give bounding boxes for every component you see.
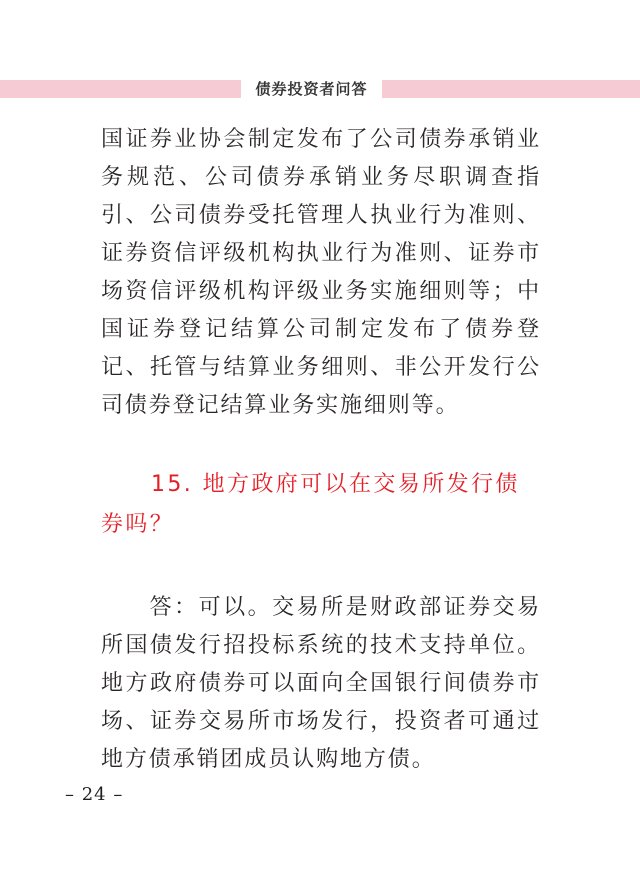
page-number: – 24 –: [65, 784, 124, 805]
question-number: 15.: [151, 472, 194, 497]
header-decoration-bar-right: [382, 80, 640, 98]
question-text: 地方政府可以在交易所发行债券吗？: [101, 472, 520, 537]
running-header-title: 债券投资者问答: [255, 80, 368, 98]
body-paragraph-continued: 国证券业协会制定发布了公司债券承销业务规范、公司债券承销业务尽职调查指引、公司债券受托管理人执业行为准则、证券资信评级机构执业行为准则、证券市场资信评级机构评级业务实施细则等；中国证券登记结算公司制定发布了债券登记、托管与结算业务细则、非公开发行公司债券登记结算业务实施细则等。: [101, 127, 541, 418]
answer-text: 答：可以。交易所是财政部证券交易所国债发行招投标系统的技术支持单位。地方政府债券可以面向全国银行间债券市场、证券交易所市场发行，投资者可通过地方债承销团成员认购地方债。: [101, 595, 541, 772]
header-decoration-bar-left: [0, 80, 241, 98]
answer-paragraph: [101, 589, 541, 779]
question-heading: [101, 465, 541, 545]
